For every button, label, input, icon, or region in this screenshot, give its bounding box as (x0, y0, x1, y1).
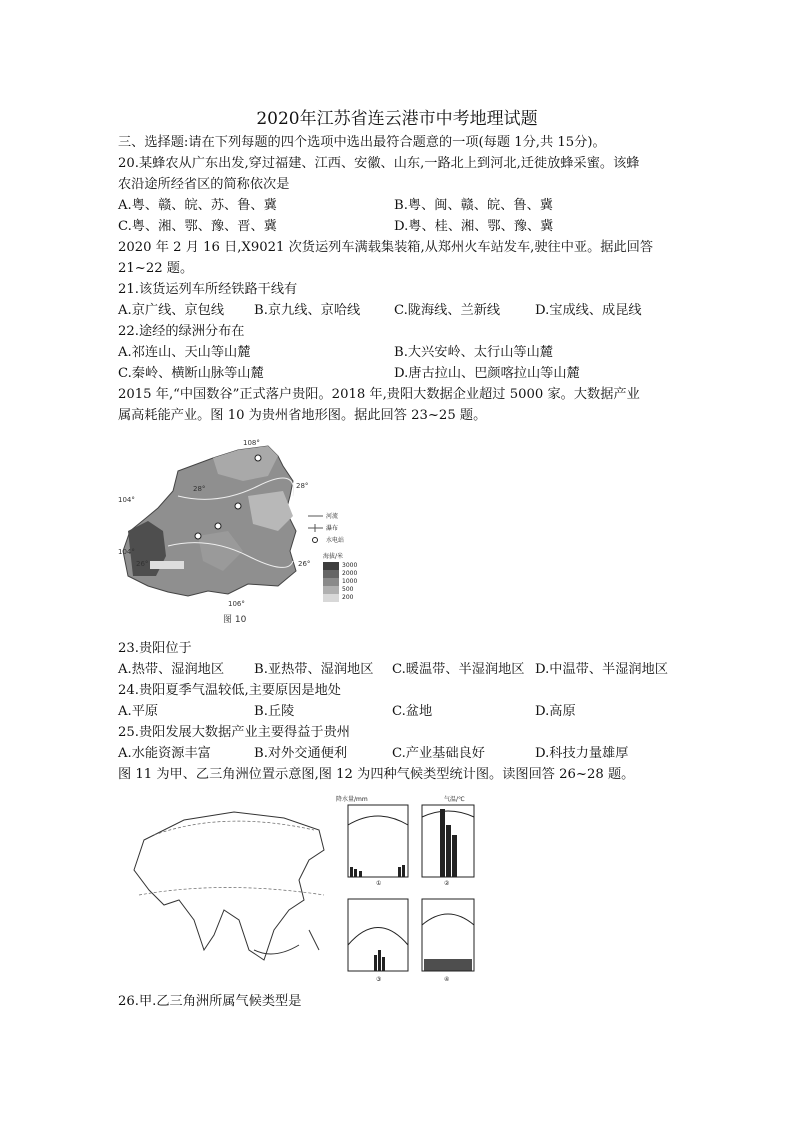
q24-option-a: A.平原 (118, 704, 159, 719)
chart-label: ① (376, 880, 382, 887)
precip-axis-label: 降水量/mm (336, 796, 368, 803)
q22-stem: 22.途经的绿洲分布在 (118, 324, 245, 339)
hydro-station-marker (215, 523, 221, 529)
q20-option-c: C.粤、湘、鄂、豫、晋、冀 (118, 219, 277, 234)
q23-option-b: B.亚热带、湿润地区 (254, 662, 374, 677)
q25-option-c: C.产业基础良好 (392, 746, 485, 761)
intro21-line1: 2020 年 2 月 16 日,X9021 次货运列车满载集装箱,从郑州火车站发车,驶往中亚。据此回答 (118, 240, 654, 255)
latitude-label: 28° (296, 482, 309, 490)
elevation-level: 3000 (342, 562, 358, 569)
q24-option-b: B.丘陵 (254, 704, 295, 719)
q23-option-d: D.中温带、半湿润地区 (535, 662, 668, 677)
guizhou-topographic-map (118, 436, 368, 630)
q23-option-a: A.热带、湿润地区 (118, 662, 225, 677)
longitude-label: 104° (118, 548, 135, 556)
q21-option-d: D.宝成线、成昆线 (535, 303, 642, 318)
elevation-legend-title: 海拔/米 (323, 553, 344, 560)
q20-stem-line2: 农沿途所经省区的简称依次是 (118, 177, 290, 192)
latitude-label: 26° (136, 560, 149, 568)
latitude-label: 28° (193, 485, 206, 493)
hydro-station-marker (235, 503, 241, 509)
longitude-label: 106° (228, 600, 245, 608)
chart-label: ② (444, 880, 450, 887)
elevation-level: 2000 (342, 570, 358, 577)
legend-river: 河流 (326, 513, 339, 520)
q22-option-d: D.唐古拉山、巴颜喀拉山等山麓 (394, 366, 580, 381)
q20-option-d: D.粤、桂、湘、鄂、豫、冀 (394, 219, 554, 234)
intro21-line2: 21~22 题。 (118, 261, 194, 276)
q25-stem: 25.贵阳发展大数据产业主要得益于贵州 (118, 725, 350, 740)
legend-hydro-station: 水电站 (326, 537, 345, 544)
q20-option-a: A.粤、赣、皖、苏、鲁、冀 (118, 198, 277, 213)
q21-option-c: C.陇海线、兰新线 (394, 303, 501, 318)
elevation-level: 500 (342, 586, 354, 593)
longitude-label: 108° (243, 439, 260, 447)
q20-option-b: B.粤、闽、赣、皖、鲁、冀 (394, 198, 553, 213)
q25-option-b: B.对外交通便利 (254, 746, 348, 761)
q26-stem: 26.甲.乙三角洲所属气候类型是 (118, 994, 302, 1009)
q21-stem: 21.该货运列车所经铁路干线有 (118, 282, 298, 297)
section-heading: 三、选择题:请在下列每题的四个选项中选出最符合题意的一项(每题 1分,共 15分)。 (118, 135, 606, 150)
q20-stem-line1: 20.某蜂农从广东出发,穿过福建、江西、安徽、山东,一路北上到河北,迁徙放蜂采蜜。该蜂 (118, 156, 640, 171)
q22-option-a: A.祁连山、天山等山麓 (118, 345, 251, 360)
q22-option-c: C.秦岭、横断山脉等山麓 (118, 366, 264, 381)
intro23-line1: 2015 年,“中国数谷”正式落户贵阳。2018 年,贵阳大数据企业超过 5000 家。大数据产业 (118, 387, 640, 402)
map-label-box (150, 561, 184, 569)
longitude-label: 104° (118, 496, 135, 504)
asia-delta-location-map (124, 800, 330, 980)
legend-waterfall: 瀑布 (326, 525, 339, 532)
q21-option-b: B.京九线、京哈线 (254, 303, 361, 318)
temp-axis-label: 气温/℃ (444, 796, 465, 803)
intro26: 图 11 为甲、乙三角洲位置示意图,图 12 为四种气候类型统计图。读图回答 26~28 题。 (118, 767, 635, 782)
chart-label: ③ (376, 976, 382, 983)
q22-option-b: B.大兴安岭、太行山等山麓 (394, 345, 553, 360)
q23-option-c: C.暖温带、半湿润地区 (392, 662, 525, 677)
hydro-station-marker (195, 533, 201, 539)
q24-option-c: C.盆地 (392, 704, 433, 719)
q23-stem: 23.贵阳位于 (118, 641, 192, 656)
q25-option-d: D.科技力量雄厚 (535, 746, 629, 761)
q21-option-a: A.京广线、京包线 (118, 303, 225, 318)
elevation-level: 1000 (342, 578, 358, 585)
page-title: 2020年江苏省连云港市中考地理试题 (256, 109, 538, 129)
hydro-station-marker (255, 455, 261, 461)
figure-caption: 图 10 (223, 615, 247, 625)
climate-type-charts-right (416, 795, 488, 985)
elevation-level: 200 (342, 594, 354, 601)
q24-option-d: D.高原 (535, 704, 576, 719)
latitude-label: 26° (298, 560, 311, 568)
q24-stem: 24.贵阳夏季气温较低,主要原因是地处 (118, 683, 341, 698)
q25-option-a: A.水能资源丰富 (118, 746, 211, 761)
chart-label: ④ (444, 976, 450, 983)
intro23-line2: 属高耗能产业。图 10 为贵州省地形图。据此回答 23~25 题。 (118, 408, 487, 423)
